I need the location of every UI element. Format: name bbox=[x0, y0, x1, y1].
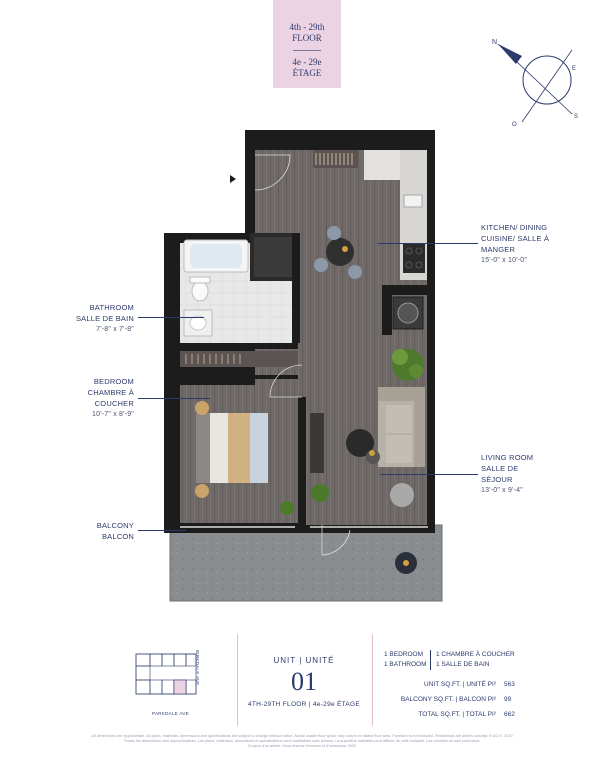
balcony-sqft-label: BALCONY SQ.FT. | BALCON PI² bbox=[400, 696, 496, 703]
kitchen-label bbox=[481, 222, 549, 266]
balcony-sqft-row bbox=[380, 692, 520, 707]
bathroom-dims: 7'-8" x 7'-8" bbox=[96, 326, 134, 333]
bedroom-label-fr2: COUCHER bbox=[94, 399, 134, 408]
floor-range-fr: 4e - 29e bbox=[292, 57, 322, 67]
living-label bbox=[481, 452, 533, 496]
compass-o: O bbox=[512, 122, 517, 128]
unit-sqft-value: 563 bbox=[504, 681, 515, 688]
unit-sqft-label: UNIT SQ.FT. | UNITÉ PI² bbox=[424, 681, 496, 688]
balcony-sqft-value: 99 bbox=[504, 696, 512, 703]
living-label-en: LIVING ROOM bbox=[481, 453, 534, 462]
key-plan bbox=[132, 648, 212, 710]
bedroom-leader-line bbox=[138, 398, 210, 399]
unit-title: UNIT | UNITÉ bbox=[273, 656, 335, 665]
bathroom-label bbox=[40, 302, 134, 335]
key-plan-highlight bbox=[174, 680, 186, 694]
floor-plan bbox=[150, 125, 450, 615]
floor-label-en: FLOOR bbox=[292, 33, 322, 43]
sqft-table bbox=[380, 677, 520, 722]
street-vertical: BIRKDALE AVE bbox=[195, 650, 200, 686]
kitchen-label-fr2: MANGER bbox=[481, 245, 516, 254]
compass-s: S bbox=[574, 114, 579, 120]
kitchen-dims: 15'-0" x 10'-0" bbox=[481, 257, 528, 264]
balcony-label bbox=[40, 520, 134, 542]
living-label-fr1: SALLE DE bbox=[481, 464, 519, 473]
bedroom-dims: 10'-7" x 8'-9" bbox=[92, 411, 134, 418]
bedrooms-fr: 1 CHAMBRE À COUCHER bbox=[436, 651, 515, 658]
balcony-label-en: BALCONY bbox=[96, 521, 134, 530]
floor-range-en: 4th - 29th bbox=[289, 22, 325, 32]
bathroom-label-en: BATHROOM bbox=[89, 303, 134, 312]
compass-e: E bbox=[572, 66, 577, 72]
dining-table bbox=[326, 238, 354, 266]
bedroom-label-en: BEDROOM bbox=[93, 377, 134, 386]
disclaimer bbox=[40, 734, 564, 749]
kitchen-label-en: KITCHEN/ DINING bbox=[481, 223, 548, 232]
floor-label-fr: ÉTAGE bbox=[292, 68, 322, 78]
bedroom-label-fr1: CHAMBRE À bbox=[87, 388, 134, 397]
kitchen-leader-line bbox=[378, 243, 478, 244]
cooktop bbox=[403, 243, 425, 273]
kitchen-label-fr1: CUISINE/ SALLE À bbox=[481, 234, 550, 243]
bathrooms-fr: 1 SALLE DE BAIN bbox=[436, 661, 490, 668]
living-leader-line bbox=[380, 474, 478, 475]
divider-left bbox=[237, 634, 238, 726]
bathrooms-en: 1 BATHROOM bbox=[384, 661, 427, 668]
balcony-leader-line bbox=[138, 530, 186, 531]
disclaimer-line-3: Croquis d'un artiste. Sous réserve d'erreurs et d'omissions. 2020 bbox=[247, 744, 357, 748]
unit-box bbox=[240, 653, 368, 725]
street-horizontal: PARKDALE AVE bbox=[152, 711, 189, 716]
unit-floor-line: 4TH-29TH FLOOR | 4e-29e ÉTAGE bbox=[247, 701, 361, 708]
unit-sqft-row bbox=[380, 677, 520, 692]
living-label-fr2: SÉJOUR bbox=[481, 475, 513, 484]
divider-right bbox=[372, 634, 373, 726]
bedrooms-en: 1 BEDROOM bbox=[384, 651, 424, 658]
balcony-label-fr: BALCON bbox=[101, 532, 134, 541]
specs-fr bbox=[430, 650, 556, 670]
bedroom-label bbox=[40, 376, 134, 420]
unit-number: 01 bbox=[291, 667, 317, 696]
bathroom-label-fr: SALLE DE BAIN bbox=[75, 314, 134, 323]
floor-badge bbox=[273, 0, 341, 88]
total-sqft-label: TOTAL SQ.FT. | TOTAL PI² bbox=[418, 711, 496, 718]
disclaimer-line-1: All dimensions are approximate. All plans, materials, dimensions and specifications are subject to change without notice. Actual usable floor space may vary from stated floor area. Furniture is not included. Renderings are artist's concept. E.&O.E. 2020 bbox=[91, 734, 513, 738]
badge-divider bbox=[293, 50, 321, 51]
compass-n: N bbox=[492, 39, 498, 46]
total-sqft-row bbox=[380, 707, 520, 722]
compass-icon bbox=[482, 30, 582, 130]
living-dims: 13'-0" x 9'-4" bbox=[481, 487, 523, 494]
disclaimer-line-2: Toutes les dimensions sont approximatives. Les plans, matériaux, dimensions et spécifications sont modifiables sans préavis. La superficie habitable peut différer de celle indiquée. Les meubles ne sont pas inclus. bbox=[123, 739, 481, 743]
total-sqft-value: 662 bbox=[504, 711, 515, 718]
bathroom-leader-line bbox=[138, 317, 204, 318]
